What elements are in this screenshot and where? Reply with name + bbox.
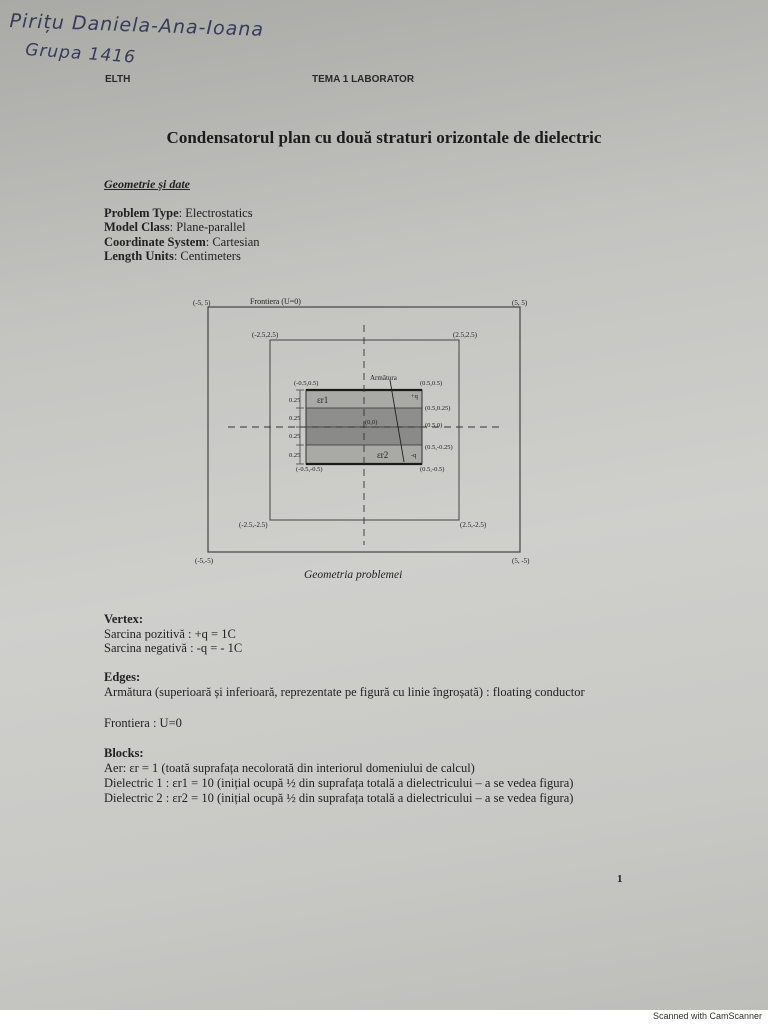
property-label: Length Units bbox=[104, 249, 174, 263]
epsilon-2-label: εr2 bbox=[377, 450, 389, 460]
epsilon-1-label: εr1 bbox=[317, 395, 329, 405]
inner-corner-bl-label: (-0.5,-0.5) bbox=[296, 466, 323, 473]
vertex-line: Sarcina negativă : -q = - 1C bbox=[104, 641, 243, 655]
property-value: : Plane-parallel bbox=[169, 220, 246, 234]
property-value: : Electrostatics bbox=[178, 206, 253, 220]
mid-corner-bl-label: (-2.5,-2.5) bbox=[239, 521, 268, 529]
inner-corner-tr-label: (0.5,0.5) bbox=[420, 380, 443, 387]
header-course: ELTH bbox=[105, 74, 131, 85]
mid-corner-tl-label: (-2.5,2.5) bbox=[252, 331, 279, 339]
dimension-label: 0.25 bbox=[289, 452, 301, 459]
vertex-heading: Vertex: bbox=[104, 612, 144, 626]
property-label: Model Class bbox=[104, 220, 170, 234]
edges-paragraph: Armătura (superioară și inferioară, reprezentate pe figură cu linie îngroșată) : floating conductor bbox=[104, 685, 585, 699]
minus-q-label: -q bbox=[411, 452, 417, 459]
point-label: (0.5,-0.25) bbox=[425, 444, 453, 451]
property-label: Coordinate System bbox=[104, 235, 206, 249]
document-title: Condensatorul plan cu două straturi orizontale de dielectric bbox=[166, 128, 602, 147]
property-value: : Cartesian bbox=[205, 235, 260, 249]
blocks-line: Dielectric 1 : εr1 = 10 (inițial ocupă ½ din suprafața totală a dielectricului – a se vedea figura) bbox=[104, 776, 574, 790]
edges-heading: Edges: bbox=[104, 670, 141, 684]
origin-label: (0,0) bbox=[365, 419, 378, 426]
page-number: 1 bbox=[617, 873, 623, 885]
inner-corner-tl-label: (-0.5,0.5) bbox=[294, 380, 319, 387]
outer-corner-tl-label: (-5, 5) bbox=[193, 299, 211, 307]
dimension-label: 0.25 bbox=[289, 397, 301, 404]
section-heading-geometry: Geometrie și date bbox=[104, 177, 190, 191]
point-label: (0.5,0) bbox=[425, 422, 443, 429]
inner-corner-br-label: (0.5,-0.5) bbox=[420, 466, 445, 473]
handwritten-name: Pirițu Daniela-Ana-Ioana bbox=[9, 10, 265, 41]
plus-q-label: +q bbox=[411, 393, 418, 400]
mid-corner-br-label: (2.5,-2.5) bbox=[460, 521, 487, 529]
mid-corner-tr-label: (2.5,2.5) bbox=[453, 331, 477, 339]
outer-corner-tr-label: (5, 5) bbox=[512, 299, 528, 307]
scanner-watermark: Scanned with CamScanner bbox=[652, 1011, 762, 1021]
blocks-heading: Blocks: bbox=[104, 746, 144, 760]
property-value: : Centimeters bbox=[173, 249, 241, 263]
handwritten-group: Grupa 1416 bbox=[24, 40, 137, 68]
outer-corner-bl-label: (-5,-5) bbox=[195, 557, 214, 565]
armature-label: Armătura bbox=[370, 374, 397, 382]
vertex-line: Sarcina pozitivă : +q = 1C bbox=[104, 627, 236, 641]
dimension-label: 0.25 bbox=[289, 433, 301, 440]
blocks-line: Aer: εr = 1 (toată suprafața necolorată din interiorul domeniului de calcul) bbox=[104, 761, 475, 775]
header-assignment: TEMA 1 LABORATOR bbox=[312, 74, 415, 85]
boundary-label: Frontiera (U=0) bbox=[250, 297, 301, 306]
outer-corner-br-label: (5, -5) bbox=[512, 557, 530, 565]
dimension-label: 0.25 bbox=[289, 415, 301, 422]
property-label: Problem Type bbox=[104, 206, 179, 220]
diagram-caption: Geometria problemei bbox=[304, 569, 403, 581]
edges-line: Frontiera : U=0 bbox=[104, 716, 182, 730]
point-label: (0.5,0.25) bbox=[425, 405, 451, 412]
blocks-line: Dielectric 2 : εr2 = 10 (inițial ocupă ½ din suprafața totală a dielectricului – a se vedea figura) bbox=[104, 791, 574, 805]
